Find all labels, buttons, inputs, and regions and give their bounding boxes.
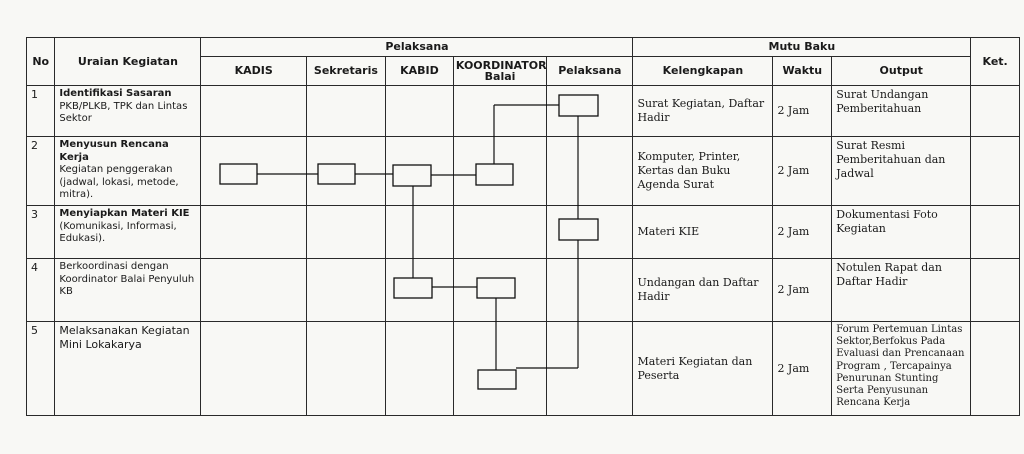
row-number: 3 <box>27 206 55 259</box>
lane-koordinator <box>453 206 546 259</box>
output-cell: Forum Pertemuan Lintas Sektor,Berfokus Pada Evaluasi dan Prencanaan Program , Tercapainya Penurunan Stunting Serta Penyusunan Rencana Kerja <box>832 322 971 416</box>
row-number: 4 <box>27 259 55 322</box>
lane-kadis <box>201 206 306 259</box>
lane-kadis <box>201 137 306 206</box>
lane-pelaksana <box>547 206 633 259</box>
waktu-cell: 2 Jam <box>773 322 832 416</box>
ket-cell <box>971 259 1020 322</box>
activity-title: Berkoordinasi dengan Koordinator Balai Penyuluh KB <box>59 261 195 297</box>
lane-koordinator <box>453 137 546 206</box>
activity-cell <box>55 259 201 322</box>
header-pelaksana: Pelaksana <box>547 57 633 86</box>
activity-cell <box>55 322 201 416</box>
kelengkapan-cell: Surat Kegiatan, Daftar Hadir <box>633 86 773 137</box>
row-number: 5 <box>27 322 55 416</box>
lane-kadis <box>201 86 306 137</box>
waktu-cell: 2 Jam <box>773 259 832 322</box>
activity-cell <box>55 137 201 206</box>
header-output: Output <box>832 57 971 86</box>
row-number: 2 <box>27 137 55 206</box>
lane-kadis <box>201 322 306 416</box>
kelengkapan-cell: Materi KIE <box>633 206 773 259</box>
activity-desc: (Komunikasi, Informasi, Edukasi). <box>59 220 177 244</box>
lane-sekretaris <box>306 259 385 322</box>
header-waktu: Waktu <box>773 57 832 86</box>
lane-sekretaris <box>306 322 385 416</box>
header-uraian: Uraian Kegiatan <box>55 38 201 86</box>
lane-pelaksana <box>547 86 633 137</box>
kelengkapan-cell: Komputer, Printer, Kertas dan Buku Agenda Surat <box>633 137 773 206</box>
activity-desc: Kegiatan penggerakan (jadwal, lokasi, metode, mitra). <box>59 164 179 200</box>
lane-pelaksana <box>547 322 633 416</box>
header-pelaksana-group: Pelaksana <box>201 38 633 57</box>
lane-sekretaris <box>306 86 385 137</box>
output-cell: Dokumentasi Foto Kegiatan <box>832 206 971 259</box>
ket-cell <box>971 137 1020 206</box>
header-kelengkapan: Kelengkapan <box>633 57 773 86</box>
ket-cell <box>971 322 1020 416</box>
table-row <box>27 86 1020 137</box>
lane-koordinator <box>453 259 546 322</box>
sop-table <box>26 37 1020 416</box>
lane-koordinator <box>453 322 546 416</box>
lane-kabid <box>385 259 453 322</box>
header-mutu-baku: Mutu Baku <box>633 38 971 57</box>
kelengkapan-cell: Materi Kegiatan dan Peserta <box>633 322 773 416</box>
table-row <box>27 206 1020 259</box>
output-cell: Notulen Rapat dan Daftar Hadir <box>832 259 971 322</box>
table-row <box>27 137 1020 206</box>
lane-pelaksana <box>547 137 633 206</box>
ket-cell <box>971 206 1020 259</box>
activity-title: Menyiapkan Materi KIE <box>59 208 190 219</box>
lane-kabid <box>385 137 453 206</box>
activity-title: Menyusun Rencana Kerja <box>59 139 169 163</box>
header-koordinator: KOORDINATOR Balai <box>453 57 546 86</box>
activity-title: Identifikasi Sasaran <box>59 88 172 99</box>
output-cell: Surat Resmi Pemberitahuan dan Jadwal <box>832 137 971 206</box>
lane-sekretaris <box>306 206 385 259</box>
table-row <box>27 322 1020 416</box>
waktu-cell: 2 Jam <box>773 206 832 259</box>
activity-cell <box>55 206 201 259</box>
output-cell: Surat Undangan Pemberitahuan <box>832 86 971 137</box>
header-sekretaris: Sekretaris <box>306 57 385 86</box>
ket-cell <box>971 86 1020 137</box>
header-kadis: KADIS <box>201 57 306 86</box>
table-row <box>27 259 1020 322</box>
kelengkapan-cell: Undangan dan Daftar Hadir <box>633 259 773 322</box>
lane-koordinator <box>453 86 546 137</box>
header-kabid: KABID <box>385 57 453 86</box>
activity-desc: PKB/PLKB, TPK dan Lintas Sektor <box>59 100 188 124</box>
header-ket: Ket. <box>971 38 1020 86</box>
lane-kadis <box>201 259 306 322</box>
row-number: 1 <box>27 86 55 137</box>
activity-title: Melaksanakan Kegiatan Mini Lokakarya <box>59 324 190 351</box>
waktu-cell: 2 Jam <box>773 137 832 206</box>
lane-pelaksana <box>547 259 633 322</box>
lane-kabid <box>385 322 453 416</box>
activity-cell <box>55 86 201 137</box>
lane-sekretaris <box>306 137 385 206</box>
waktu-cell: 2 Jam <box>773 86 832 137</box>
lane-kabid <box>385 86 453 137</box>
header-no: No <box>27 38 55 86</box>
lane-kabid <box>385 206 453 259</box>
